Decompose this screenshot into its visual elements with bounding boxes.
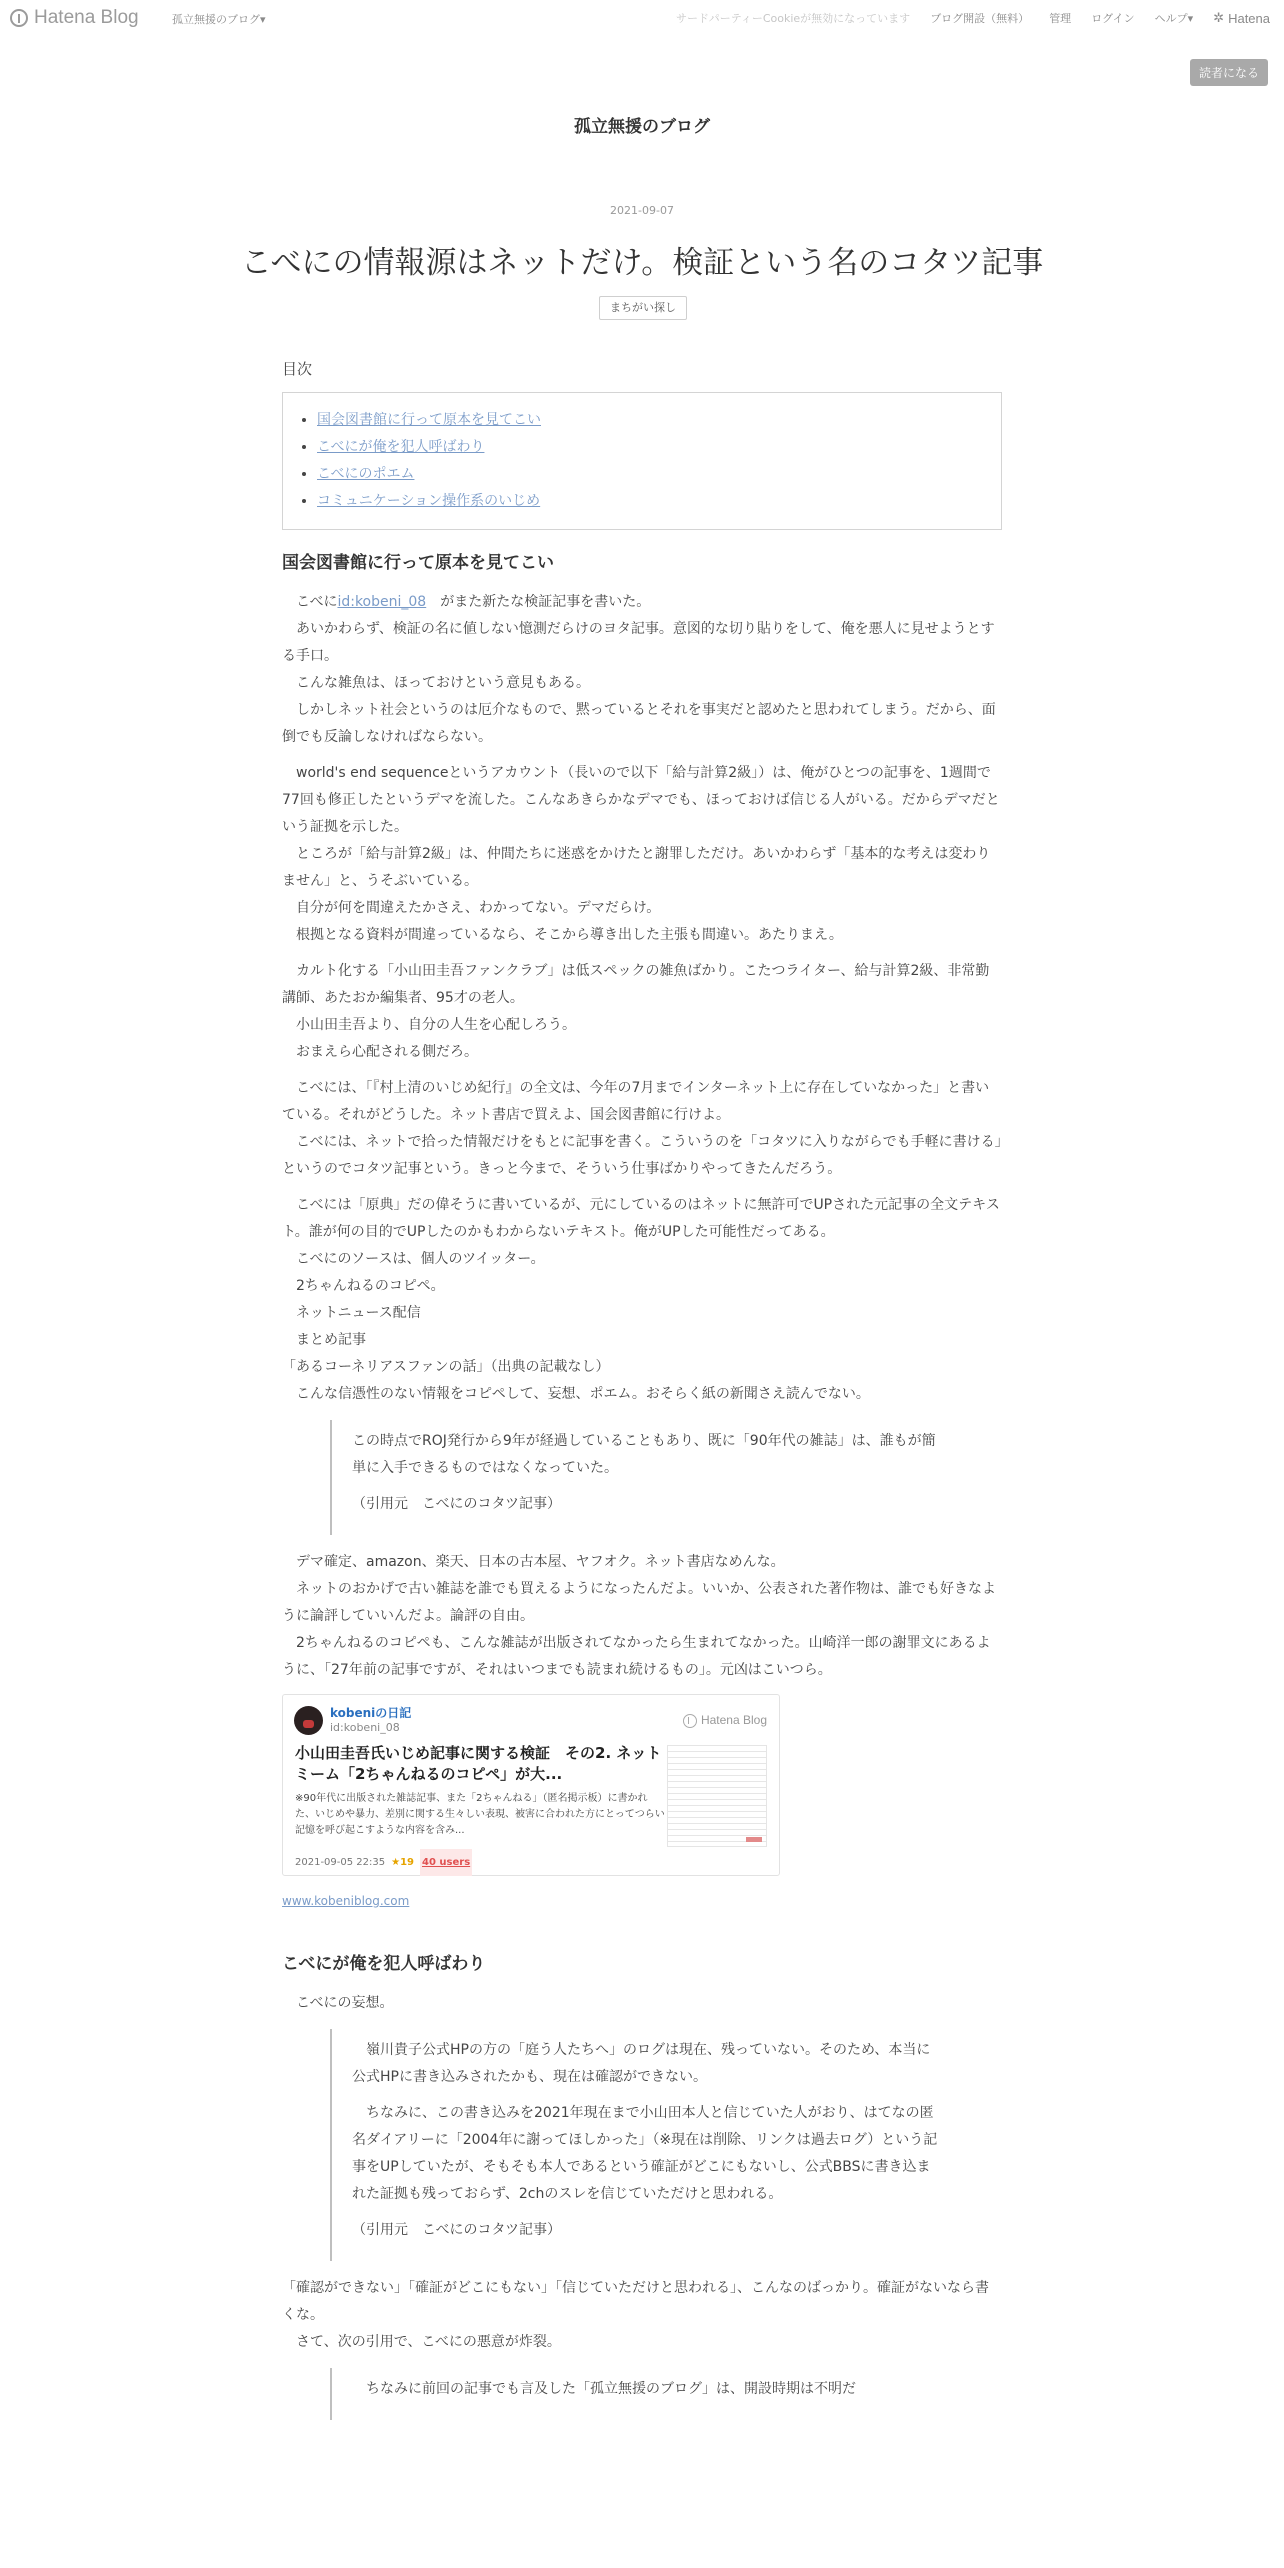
blockquote	[330, 1420, 1002, 1535]
paragraph	[282, 1075, 1002, 1183]
toc-item	[317, 407, 981, 434]
paragraph	[282, 958, 1002, 1066]
toc-link-2[interactable]: こべにが俺を犯人呼ばわり	[317, 439, 485, 455]
text: 根拠となる資料が間違っているなら、そこから導き出した主張も間違い。あたりまえ。	[282, 927, 843, 943]
text: デマ確定、amazon、楽天、日本の古本屋、ヤフオク。ネット書店なめんな。	[282, 1554, 785, 1570]
admin-link[interactable]: 管理	[1049, 12, 1072, 25]
text: ネットニュース配信	[282, 1305, 421, 1321]
toc-item	[317, 461, 981, 488]
toc-link-1[interactable]: 国会図書館に行って原本を見てこい	[317, 412, 541, 428]
text: ところが「給与計算2級」は、仲間たちに迷惑をかけたと謝罪しただけ。あいかわらず「基本的な考えは変わりません」と、うそぶいている。	[282, 846, 991, 889]
text: こんな信憑性のない情報をコピペして、妄想、ポエム。おそらく紙の新聞さえ読んでない。	[282, 1386, 870, 1402]
text: しかしネット社会というのは厄介なもので、黙っているとそれを事実だと認めたと思われてしまう。だから、面倒でも反論しなければならない。	[282, 702, 996, 745]
text: world's end sequenceというアカウント（長いので以下「給与計算2級」）は、俺がひとつの記事を、1週間で77回も修正したというデマを流した。こんなあきらかなデマでも、ほっておけば信じる人がいる。だからデマだという証拠を示した。	[282, 765, 1000, 835]
source-link-wrap	[282, 1888, 1002, 1915]
hatena-star-icon: ✲	[1213, 10, 1225, 25]
table-of-contents	[282, 392, 1002, 530]
start-blog-link[interactable]: ブログ開設（無料）	[930, 12, 1030, 25]
card-brand-text: Hatena Blog	[700, 1713, 767, 1727]
text: 「あるコーネリアスファンの話」（出典の記載なし）	[282, 1359, 610, 1375]
entry-date[interactable]: 2021-09-07	[610, 204, 674, 217]
card-title[interactable]: 小山田圭吾氏いじめ記事に関する検証 その2. ネットミーム「2ちゃんねるのコピペ」が大...	[295, 1744, 662, 1783]
quote-text: ちなみに、この書き込みを2021年現在まで小山田本人と信じていた人がおり、はてなの匿名ダイアリーに「2004年に謝ってほしかった」（※現在は削除、リンクは過去ログ）という記事をUPしていたが、そもそも本人であるという確証がどこにもないし、公式BBSに書き込まれた証拠も残っておらず、2chのスレを信じていただけと思われる。	[352, 2105, 938, 2202]
card-meta	[295, 1849, 472, 1876]
header-links	[676, 10, 1270, 26]
toc-link-4[interactable]: コミュニケーション操作系のいじめ	[317, 493, 541, 509]
text: がまた新たな検証記事を書いた。	[426, 594, 651, 610]
card-blog-id: id:kobeni_08	[330, 1721, 400, 1734]
entry-title[interactable]: こべにの情報源はネットだけ。検証という名のコタツ記事	[240, 245, 1044, 281]
quote-source: （引用元 こべにのコタツ記事）	[352, 2222, 562, 2238]
hatena-logo-icon	[10, 9, 28, 27]
text: こべには「原典」だの偉そうに書いているが、元にしているのはネットに無許可でUPされた元記事の全文テキスト。誰が何の目的でUPしたのかもわからないテキスト。俺がUPした可能性だってある。	[282, 1197, 1000, 1240]
section-heading-2: こべにが俺を犯人呼ばわり	[282, 1954, 486, 1974]
logo-text: Hatena Blog	[34, 7, 139, 28]
login-link[interactable]: ログイン	[1091, 12, 1135, 25]
quote-text: 嶺川貴子公式HPの方の「庭う人たちへ」のログは現在、残っていない。そのため、本当に公式HPに書き込みされたかも、現在は確認ができない。	[352, 2042, 931, 2085]
text: おまえら心配される側だろ。	[282, 1044, 478, 1060]
toc-label: 目次	[282, 360, 313, 378]
paragraph	[282, 760, 1002, 949]
section-heading-1: 国会図書館に行って原本を見てこい	[282, 553, 554, 573]
card-date: 2021-09-05 22:35	[295, 1857, 386, 1868]
card-description: ※90年代に出版された雑誌記事、また「2ちゃんねる」（匿名掲示板）に書かれた、いじめや暴力、差別に関する生々しい表現、被害に合われた方にとってつらい記憶を呼び起こすような内容を含み...	[295, 1793, 665, 1836]
paragraph	[282, 589, 1002, 751]
card-brand	[683, 1707, 767, 1734]
hatena-label: Hatena	[1228, 10, 1270, 26]
hatena-logo-icon	[683, 1714, 697, 1728]
text: あいかわらず、検証の名に値しない憶測だらけのヨタ記事。意図的な切り貼りをして、俺を悪人に見せようとする手口。	[282, 621, 995, 664]
text: カルト化する「小山田圭吾ファンクラブ」は低スペックの雑魚ばかり。こたつライター、給与計算2級、非常勤講師、あたおか編集者、95才の老人。	[282, 963, 990, 1006]
hatena-blog-logo[interactable]	[10, 7, 139, 29]
text: 小山田圭吾より、自分の人生を心配しろう。	[282, 1017, 576, 1033]
card-blog-name[interactable]: kobeniの日記	[330, 1706, 412, 1720]
avatar[interactable]	[294, 1706, 323, 1735]
text: 「確認ができない」「確証がどこにもない」「信じていただけと思われる」、こんなのばっかり。確証がないなら書くな。	[282, 2280, 989, 2323]
toc-item	[317, 434, 981, 461]
blog-title[interactable]: 孤立無援のブログ	[574, 117, 710, 137]
quote-source: （引用元 こべにのコタツ記事）	[352, 1496, 562, 1512]
text: こべに	[282, 594, 338, 610]
card-thumbnail[interactable]	[667, 1745, 767, 1847]
paragraph	[282, 1192, 1002, 1408]
toc-link-3[interactable]: こべにのポエム	[317, 466, 415, 482]
bookmark-users[interactable]: 40 users	[420, 1849, 472, 1876]
blockquote	[330, 2368, 1002, 2420]
text: こべには、「『村上清のいじめ紀行』の全文は、今年の7月までインターネット上に存在していなかった」と書いている。それがどうした。ネット書店で買えよ、国会図書館に行けよ。	[282, 1080, 990, 1123]
toc-item	[317, 488, 981, 515]
category-tag[interactable]: まちがい探し	[599, 296, 687, 320]
embed-card[interactable]	[282, 1694, 780, 1876]
text: こんな雑魚は、ほっておけという意見もある。	[282, 675, 590, 691]
kobeni-id-link[interactable]: id:kobeni_08	[337, 594, 427, 610]
global-header	[0, 0, 1284, 38]
text: こべにのソースは、個人のツイッター。	[282, 1251, 545, 1267]
blog-menu-dropdown[interactable]: 孤立無援のブログ▾	[172, 13, 266, 26]
star-count[interactable]: ★19	[391, 1857, 415, 1868]
help-menu[interactable]: ヘルプ▾	[1154, 12, 1194, 25]
text: まとめ記事	[282, 1332, 366, 1348]
paragraph	[282, 1549, 1002, 1684]
text: こべには、ネットで拾った情報だけをもとに記事を書く。こういうのを「コタツに入りながらでも手軽に書ける」というのでコタツ記事という。きっと今まで、そういう仕事ばかりやってきたんだろう。	[282, 1134, 1002, 1177]
cookie-notice: サードパーティーCookieが無効になっています	[675, 12, 911, 25]
paragraph	[282, 2275, 1002, 2356]
paragraph: こべにの妄想。	[282, 1995, 394, 2011]
hatena-menu[interactable]	[1213, 10, 1270, 26]
text: 2ちゃんねるのコピペも、こんな雑誌が出版されてなかったら生まれてなかった。山崎洋一郎の謝罪文にあるように、「27年前の記事ですが、それはいつまでも読まれ続けるもの」。元凶はこいつら。	[282, 1635, 991, 1678]
text: 2ちゃんねるのコピペ。	[282, 1278, 445, 1294]
quote-text: この時点でROJ発行から9年が経過していることもあり、既に「90年代の雑誌」は、誰もが簡単に入手できるものではなくなっていた。	[352, 1433, 936, 1476]
quote-text: ちなみに前回の記事でも言及した「孤立無援のブログ」は、開設時期は不明だ	[352, 2381, 856, 2397]
text: 自分が何を間違えたかさえ、わかってない。デマだらけ。	[282, 900, 661, 916]
text: ネットのおかげで古い雑誌を誰でも買えるようになったんだよ。いいか、公表された著作物は、誰でも好きなように論評していいんだよ。論評の自由。	[282, 1581, 996, 1624]
text: さて、次の引用で、こべにの悪意が炸裂。	[282, 2334, 561, 2350]
blockquote	[330, 2029, 1002, 2261]
entry-content	[282, 356, 1002, 2434]
subscribe-button[interactable]: 読者になる	[1190, 59, 1268, 86]
source-link[interactable]: www.kobeniblog.com	[282, 1894, 410, 1908]
